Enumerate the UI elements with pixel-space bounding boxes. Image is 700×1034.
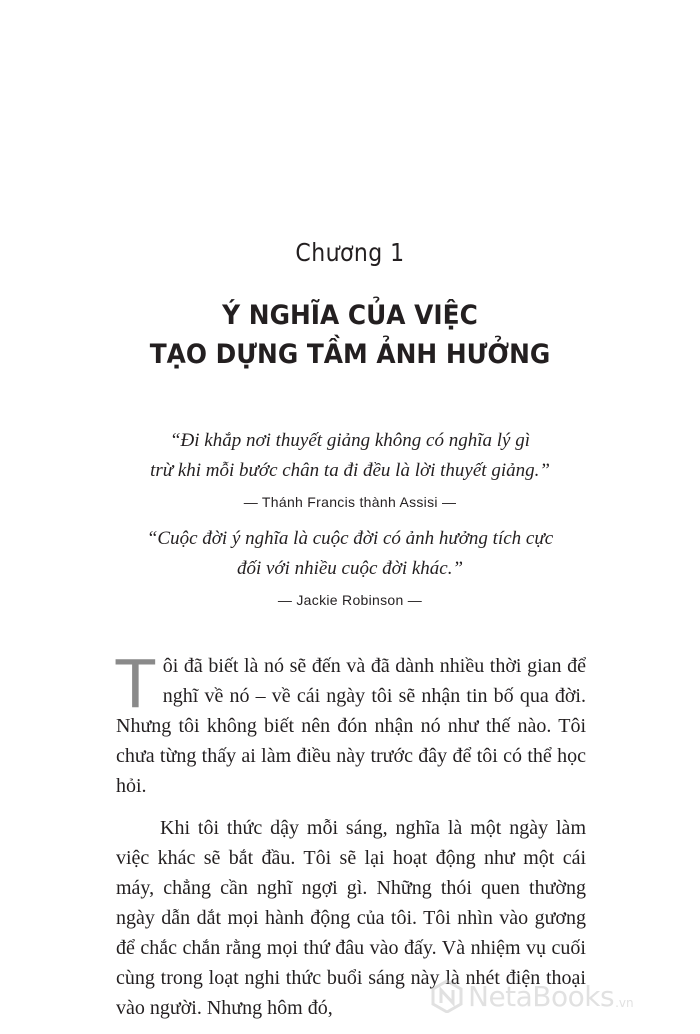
netabooks-logo-icon — [430, 979, 464, 1013]
epigraph-attribution: — Jackie Robinson — — [277, 592, 423, 608]
chapter-label: Chương 1 — [295, 238, 405, 267]
epigraph-quote-line: “Cuộc đời ý nghĩa là cuộc đời có ảnh hưởng tích cực — [146, 528, 554, 549]
paragraph-1 — [114, 644, 586, 801]
chapter-title-line1: Ý NGHĨA CỦA VIỆC — [222, 300, 478, 331]
epigraph-1 — [0, 426, 700, 510]
watermark — [430, 976, 634, 1016]
paragraph-2: Khi tôi thức dậy mỗi sáng, nghĩa là một ngày làm việc khác sẽ bắt đầu. Tôi sẽ lại hoạt động như một cái máy, chẳng cần nghĩ ngợi gì. Những thói quen thường ngày dẫn dắt mọi hành động của tôi. Tôi nhìn vào gương để chắc chắn rằng mọi thứ đâu vào đấy. Và nhiệm vụ cuối cùng trong loạt nghi thức buổi sáng này là nhét điện thoại vào người. Nhưng hôm đó, — [116, 817, 586, 1019]
epigraph-2 — [0, 524, 700, 608]
chapter-title-line2: TẠO DỰNG TẦM ẢNH HƯỞNG — [149, 339, 551, 370]
epigraph-quote-line: “Đi khắp nơi thuyết giảng không có nghĩa lý gì — [169, 430, 530, 451]
epigraph-attribution: — Thánh Francis thành Assisi — — [243, 494, 457, 510]
body-text — [114, 644, 586, 1023]
epigraph-quote-line: trừ khi mỗi bước chân ta đi đều là lời thuyết giảng.” — [150, 460, 550, 481]
watermark-suffix: .vn — [615, 996, 634, 1010]
paragraph-1-text: ôi đã biết là nó sẽ đến và đã dành nhiều thời gian để nghĩ về nó – về cái ngày tôi sẽ nhận tin bố qua đời. Nhưng tôi không biết nên đón nhận nó như thế nào. Tôi chưa từng thấy ai làm điều này trước đây để tôi có thể học hỏi. — [116, 655, 586, 797]
epigraph-quote-line: đối với nhiều cuộc đời khác.” — [236, 558, 464, 579]
chapter-title — [28, 296, 672, 374]
drop-cap: T — [114, 644, 157, 722]
watermark-text: NetaBooks — [468, 979, 615, 1013]
